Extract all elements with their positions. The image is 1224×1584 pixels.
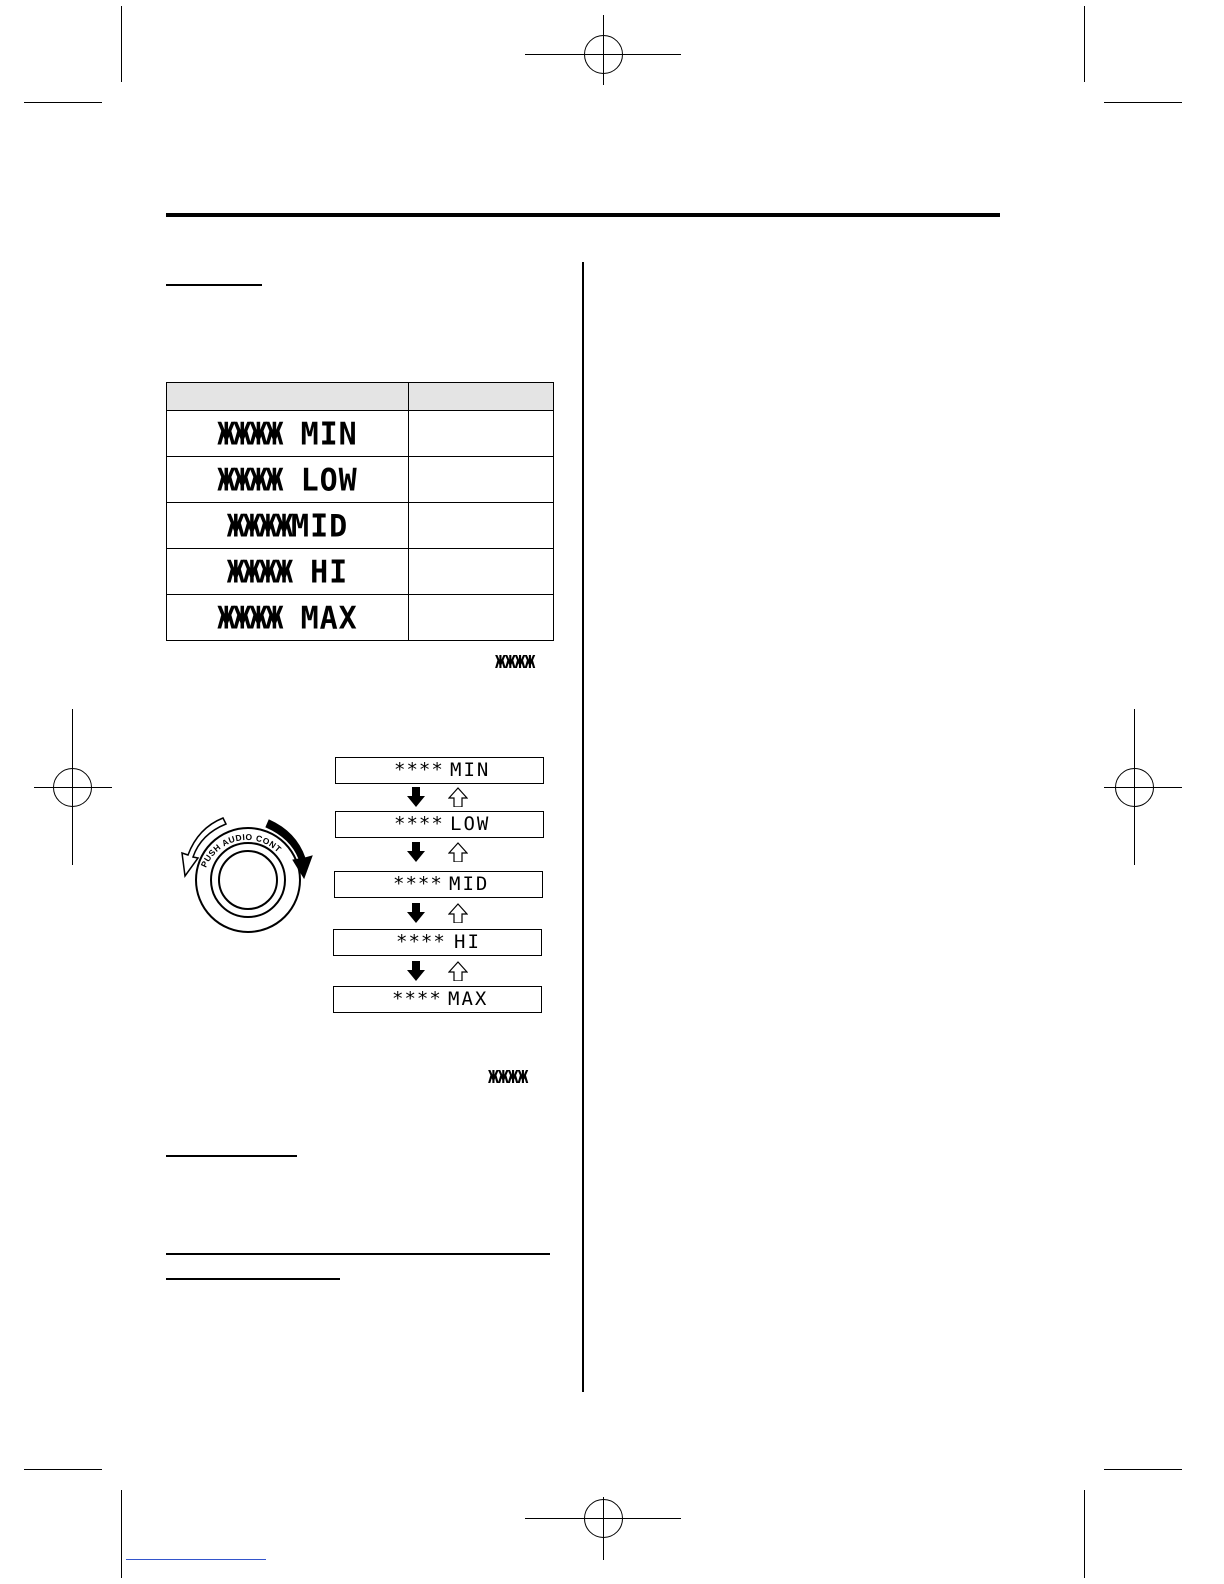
setting-cell [409,595,554,641]
setting-cell [409,457,554,503]
down-arrow-icon [406,842,426,862]
lcd-step-min: **** MIN [335,757,544,784]
header-rule [166,213,1000,217]
down-arrow-icon [406,961,426,981]
table-row [167,457,554,503]
up-arrow-icon [448,787,468,807]
up-arrow-icon [448,961,468,981]
lcd-step-hi: **** HI [333,929,542,956]
table-header-setting [409,383,554,411]
heading-underline-1 [166,284,262,286]
svg-text:PUSH AUDIO CONT: PUSH AUDIO CONT [198,831,284,869]
setting-cell [409,549,554,595]
down-arrow-icon [406,903,426,923]
inline-symbol: ЖЖЖЖ [495,652,535,673]
table-row [167,411,554,457]
up-arrow-icon [448,903,468,923]
level-table [166,382,554,641]
knob-label [168,810,320,935]
lcd-step-low: **** LOW [335,811,544,838]
table-row [167,549,554,595]
inline-symbol: ЖЖЖЖ [488,1067,528,1088]
table-header-display [167,383,409,411]
setting-cell [409,411,554,457]
setting-cell [409,503,554,549]
display-cell: ЖЖЖЖ HI [167,547,409,595]
down-arrow-icon [406,787,426,807]
table-header-row [167,383,554,411]
display-cell: ЖЖЖЖ MAX [167,593,409,641]
table-row [167,595,554,641]
heading-underline-4 [166,1278,340,1280]
table-row [167,503,554,549]
heading-underline-3 [166,1253,550,1255]
display-cell: ЖЖЖЖ MIN [167,409,409,457]
lcd-step-mid: **** MID [334,871,543,898]
display-cell: ЖЖЖЖ LOW [167,455,409,503]
column-divider [582,262,584,1392]
display-cell: ЖЖЖЖMID [167,501,409,549]
lcd-step-max: **** MAX [333,986,542,1013]
footer-link-underline [126,1559,266,1560]
up-arrow-icon [448,842,468,862]
heading-underline-2 [166,1155,297,1157]
